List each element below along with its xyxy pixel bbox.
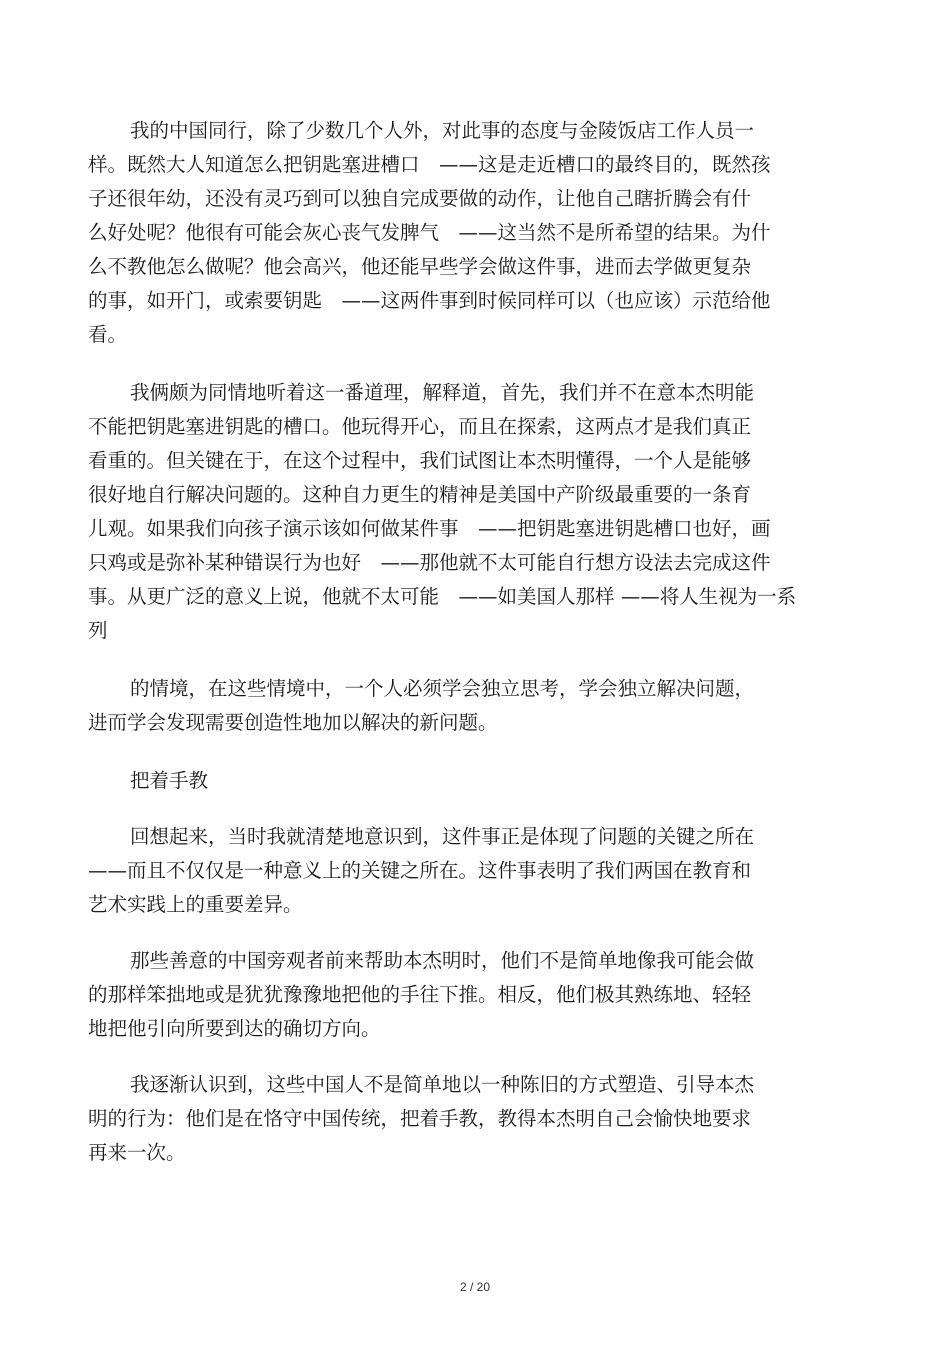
paragraph-line: 再来一次。	[88, 1141, 186, 1164]
page-number: 2 / 20	[459, 1280, 491, 1294]
paragraph-line: 事。从更广泛的意义上说，他就不太可能 ——如美国人那样 ——将人生视为一系	[88, 585, 797, 608]
paragraph-line: 儿观。如果我们向孩子演示该如何做某件事 ——把钥匙塞进钥匙槽口也好，画	[88, 517, 771, 540]
paragraph-line: 我逐渐认识到，这些中国人不是简单地以一种陈旧的方式塑造、引导本杰	[130, 1073, 755, 1096]
paragraph-line: 么好处呢？他很有可能会灰心丧气发脾气 ——这当然不是所希望的结果。为什	[88, 221, 771, 244]
paragraph-line: 进而学会发现需要创造性地加以解决的新问题。	[88, 711, 498, 734]
paragraph-line: ——而且不仅仅是一种意义上的关键之所在。这件事表明了我们两国在教育和	[88, 859, 752, 882]
paragraph-line: 么不教他怎么做呢？他会高兴，他还能早些学会做这件事，进而去学做更复杂	[88, 255, 752, 278]
paragraph-line: 明的行为：他们是在恪守中国传统，把着手教，教得本杰明自己会愉快地要求	[88, 1107, 752, 1130]
paragraph-line: 我的中国同行，除了少数几个人外，对此事的态度与金陵饭店工作人员一	[130, 119, 755, 142]
paragraph-line: 只鸡或是弥补某种错误行为也好 ——那他就不太可能自行想方设法去完成这件	[88, 551, 771, 574]
paragraph-line: 列	[88, 619, 108, 642]
paragraph-line: 的那样笨拙地或是犹犹豫豫地把他的手往下推。相反，他们极其熟练地、轻轻	[88, 983, 752, 1006]
paragraph-line: 那些善意的中国旁观者前来帮助本杰明时，他们不是简单地像我可能会做	[130, 949, 755, 972]
paragraph-line: 我俩颇为同情地听着这一番道理，解释道，首先，我们并不在意本杰明能	[130, 381, 755, 404]
paragraph-line: 子还很年幼，还没有灵巧到可以独自完成要做的动作，让他自己瞎折腾会有什	[88, 187, 752, 210]
paragraph-line: 很好地自行解决问题的。这种自力更生的精神是美国中产阶级最重要的一条育	[88, 483, 752, 506]
paragraph-line: 看重的。但关键在于，在这个过程中，我们试图让本杰明懂得，一个人是能够	[88, 449, 752, 472]
paragraph-line: 回想起来，当时我就清楚地意识到，这件事正是体现了问题的关键之所在	[130, 825, 755, 848]
paragraph-line: 的事，如开门，或索要钥匙 ——这两件事到时候同样可以（也应该）示范给他	[88, 289, 771, 312]
paragraph-line: 看。	[88, 323, 128, 346]
paragraph-line: 艺术实践上的重要差异。	[88, 893, 303, 916]
section-heading: 把着手教	[130, 769, 209, 792]
paragraph-line: 的情境，在这些情境中，一个人必须学会独立思考，学会独立解决问题，	[130, 677, 755, 700]
paragraph-line: 不能把钥匙塞进钥匙的槽口。他玩得开心，而且在探索，这两点才是我们真正	[88, 415, 752, 438]
paragraph-line: 地把他引向所要到达的确切方向。	[88, 1017, 381, 1040]
paragraph-line: 样。既然大人知道怎么把钥匙塞进槽口 ——这是走近槽口的最终目的，既然孩	[88, 153, 771, 176]
